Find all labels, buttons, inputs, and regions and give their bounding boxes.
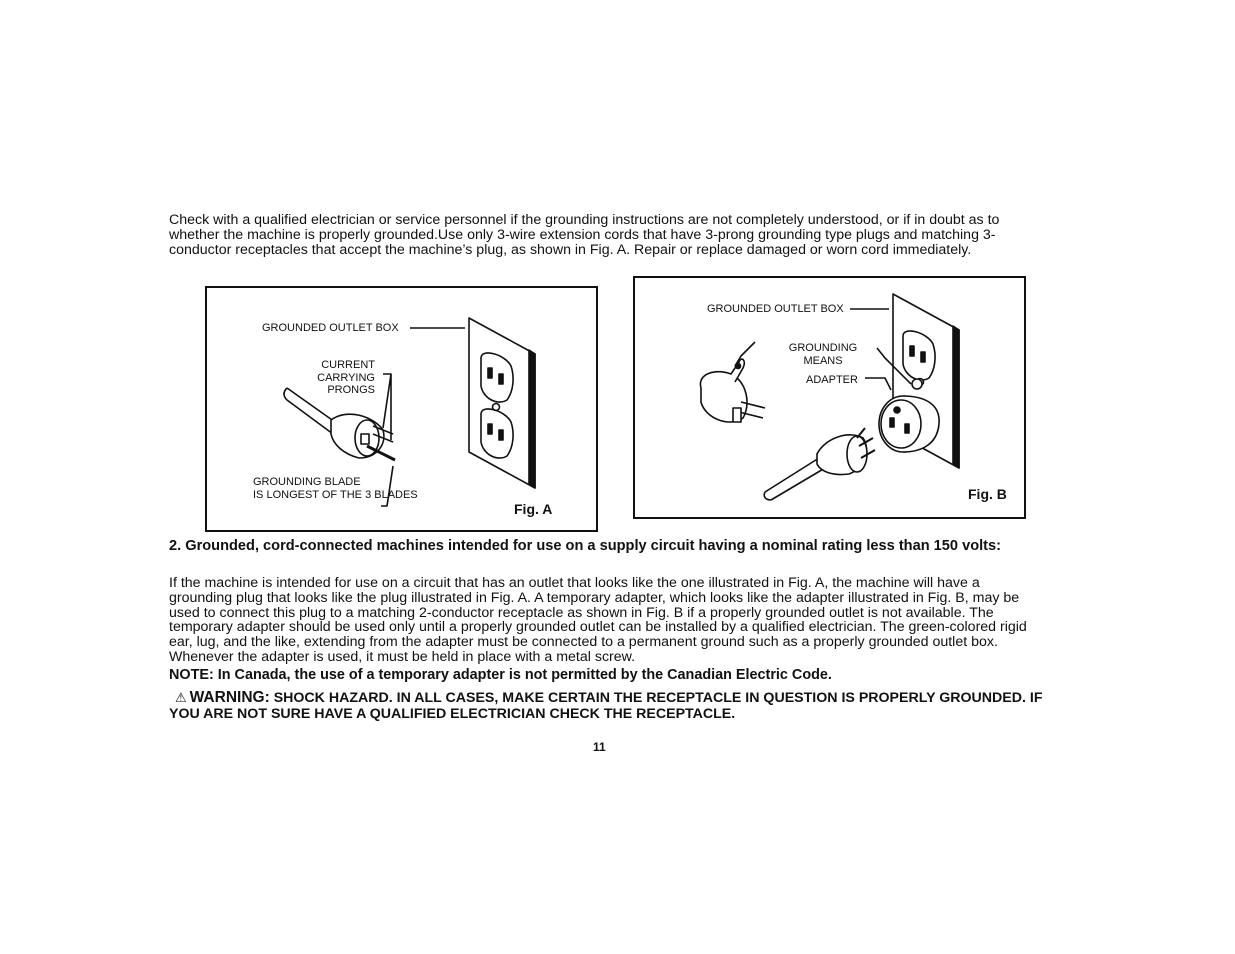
fig-b-label-adapter: ADAPTER [806,374,858,386]
intro-paragraph: Check with a qualified electrician or service personnel if the grounding instructions are not completely understood, or if in doubt as to whether the machine is properly grounded.Use only 3-wire extension cords that have 3-prong grounding type plugs and matching 3-conductor receptacles that accept the machine’s plug, as shown in Fig. A. Repair or replace damaged or worn cord immediately. [169,212,1000,258]
warning-paragraph [169,690,1049,722]
fig-a-outlet-plate [469,318,535,488]
fig-a-caption: Fig. A [514,501,553,517]
fig-b-cord [765,458,825,500]
fig-a-label-grounding-blade: GROUNDING BLADE IS LONGEST OF THE 3 BLADES [253,476,418,501]
fig-a-label-outlet-box: GROUNDED OUTLET BOX [262,322,399,334]
section-heading: 2. Grounded, cord-connected machines intended for use on a supply circuit having a nominal rating less than 150 volts: [169,538,1002,554]
figure-a [205,286,598,532]
fig-a-label-current-carrying-prongs: CURRENT CARRYING PRONGS [317,359,375,396]
body-paragraph: If the machine is intended for use on a circuit that has an outlet that looks like the one illustrated in Fig. A, the machine will have a grounding plug that looks like the plug illustrated in Fig. A. A temporary adapter, which looks like the adapter illustrated in Fig. B, may be used to connect this plug to a matching 2-conductor receptacle as shown in Fig. B if a properly grounded outlet is not available. The temporary adapter should be used only until a properly grounded outlet can be installed by a qualified electrician. The green-colored rigid ear, lug, and the like, extending from the adapter must be connected to a permanent ground such as a properly grounded outlet box. Whenever the adapter is used, it must be held in place with a metal screw. [169,575,1027,665]
page-number: 11 [593,740,606,754]
fig-b-label-outlet-box: GROUNDED OUTLET BOX [707,303,844,315]
fig-b-label-grounding-means: GROUNDING MEANS [788,342,858,367]
warning-label: WARNING: [189,689,270,706]
fig-b-caption: Fig. B [968,486,1007,502]
figure-b [633,276,1026,519]
warning-triangle-icon: ⚠ [175,690,187,705]
fig-a-outlet-edge [529,350,535,488]
note-paragraph: NOTE: In Canada, the use of a temporary adapter is not permitted by the Canadian Electric Code. [169,667,832,683]
warning-text: SHOCK HAZARD. IN ALL CASES, MAKE CERTAIN THE RECEPTACLE IN QUESTION IS PROPERLY GROUNDED. IF YOU ARE NOT SURE HAVE A QUALIFIED ELECTRICIAN CHECK THE RECEPTACLE. [169,690,1043,722]
